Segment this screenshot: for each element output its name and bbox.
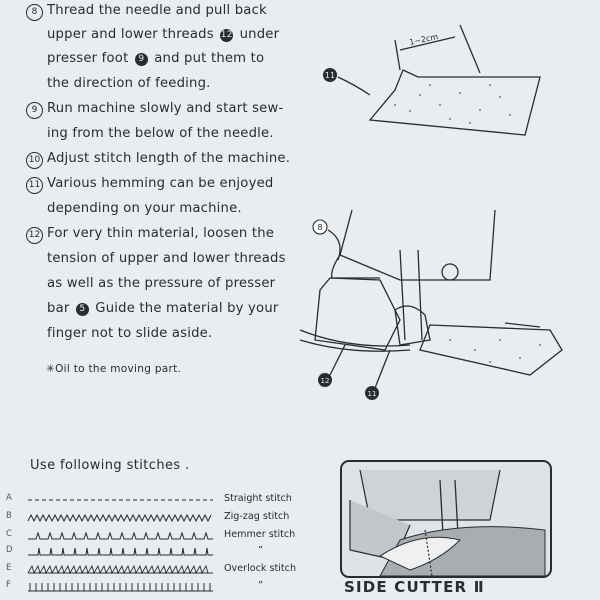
- brand-title: SIDE CUTTER Ⅱ: [344, 578, 485, 596]
- stitch-row-f: [0, 580, 320, 596]
- stitch-row-d: [0, 545, 320, 561]
- fabric-fold-diagram: [300, 15, 560, 145]
- step-12-line-5: finger not to slide aside.: [47, 326, 213, 341]
- step-8-line-3: [47, 51, 264, 66]
- stitch-letter: F: [6, 580, 11, 590]
- hemmer-alt-stitch-pattern: [28, 547, 213, 557]
- callout-12-mid: 12: [320, 377, 330, 385]
- step-11-line-1: Various hemming can be enjoyed: [47, 176, 274, 191]
- zigzag-stitch-pattern: [28, 513, 213, 523]
- stitch-letter: B: [6, 511, 12, 521]
- oil-note: ✳Oil to the moving part.: [46, 363, 182, 375]
- sewing-machine-diagram: [300, 200, 570, 400]
- stitch-row-a: [0, 493, 320, 509]
- step-9-line-2: ing from the below of the needle.: [47, 126, 274, 141]
- step-8-text-a: upper and lower threads: [47, 27, 214, 42]
- step-10-line-1: Adjust stitch length of the machine.: [47, 151, 291, 166]
- hemmer-stitch-pattern: [28, 531, 213, 541]
- stitch-letter: D: [6, 545, 13, 555]
- stitch-label: Hemmer stitch: [224, 529, 296, 540]
- measure-label: 1~2cm: [408, 32, 439, 47]
- step-8-line-1: Thread the needle and pull back: [47, 3, 267, 18]
- step-12-line-1: For very thin material, loosen the: [47, 226, 275, 241]
- callout-11-mid: 11: [367, 390, 377, 398]
- step-12-line-4: [47, 301, 279, 316]
- callout-11-top: 11: [324, 71, 336, 80]
- step-8-line-2: [47, 27, 279, 42]
- ref-badge-12: 12: [220, 30, 233, 40]
- stitch-row-e: [0, 563, 320, 579]
- stitch-label: ”: [258, 545, 263, 556]
- stitch-letter: C: [6, 529, 12, 539]
- step-12-text-a: bar: [47, 301, 70, 316]
- callout-8-mid: 8: [317, 223, 323, 232]
- step-number-8: 8: [26, 4, 43, 21]
- step-number-12: 12: [26, 227, 43, 244]
- ref-badge-5: 5: [76, 303, 89, 316]
- stitch-row-b: [0, 511, 320, 527]
- stitch-letter: E: [6, 563, 12, 573]
- step-number-9: 9: [26, 102, 43, 119]
- stitch-label: Zig-zag stitch: [224, 511, 290, 522]
- step-11-line-2: depending on your machine.: [47, 201, 242, 216]
- ref-badge-9: 9: [135, 53, 148, 66]
- step-number-11: 11: [26, 177, 43, 194]
- stitches-heading: Use following stitches .: [30, 458, 190, 473]
- step-number-10: 10: [26, 152, 43, 169]
- stitch-label: Overlock stitch: [224, 563, 297, 574]
- step-12-line-3: as well as the pressure of presser: [47, 276, 276, 291]
- step-9-line-1: Run machine slowly and start sew-: [47, 101, 284, 116]
- overlock-stitch-pattern: [28, 565, 213, 575]
- side-cutter-illustration: [340, 460, 552, 578]
- stitch-row-c: [0, 529, 320, 545]
- step-12-line-2: tension of upper and lower threads: [47, 251, 286, 266]
- stitch-label: ”: [258, 580, 263, 591]
- overlock-alt-stitch-pattern: [28, 582, 213, 592]
- step-12-text-b: Guide the material by your: [95, 301, 279, 316]
- stitch-letter: A: [6, 493, 12, 503]
- step-8-text-d: and put them to: [154, 51, 265, 66]
- stitch-label: Straight stitch: [224, 493, 292, 504]
- step-8-line-4: the direction of feeding.: [47, 76, 211, 91]
- step-8-text-c: presser foot: [47, 51, 129, 66]
- straight-stitch-pattern: [28, 495, 213, 505]
- step-8-text-b: under: [239, 27, 280, 42]
